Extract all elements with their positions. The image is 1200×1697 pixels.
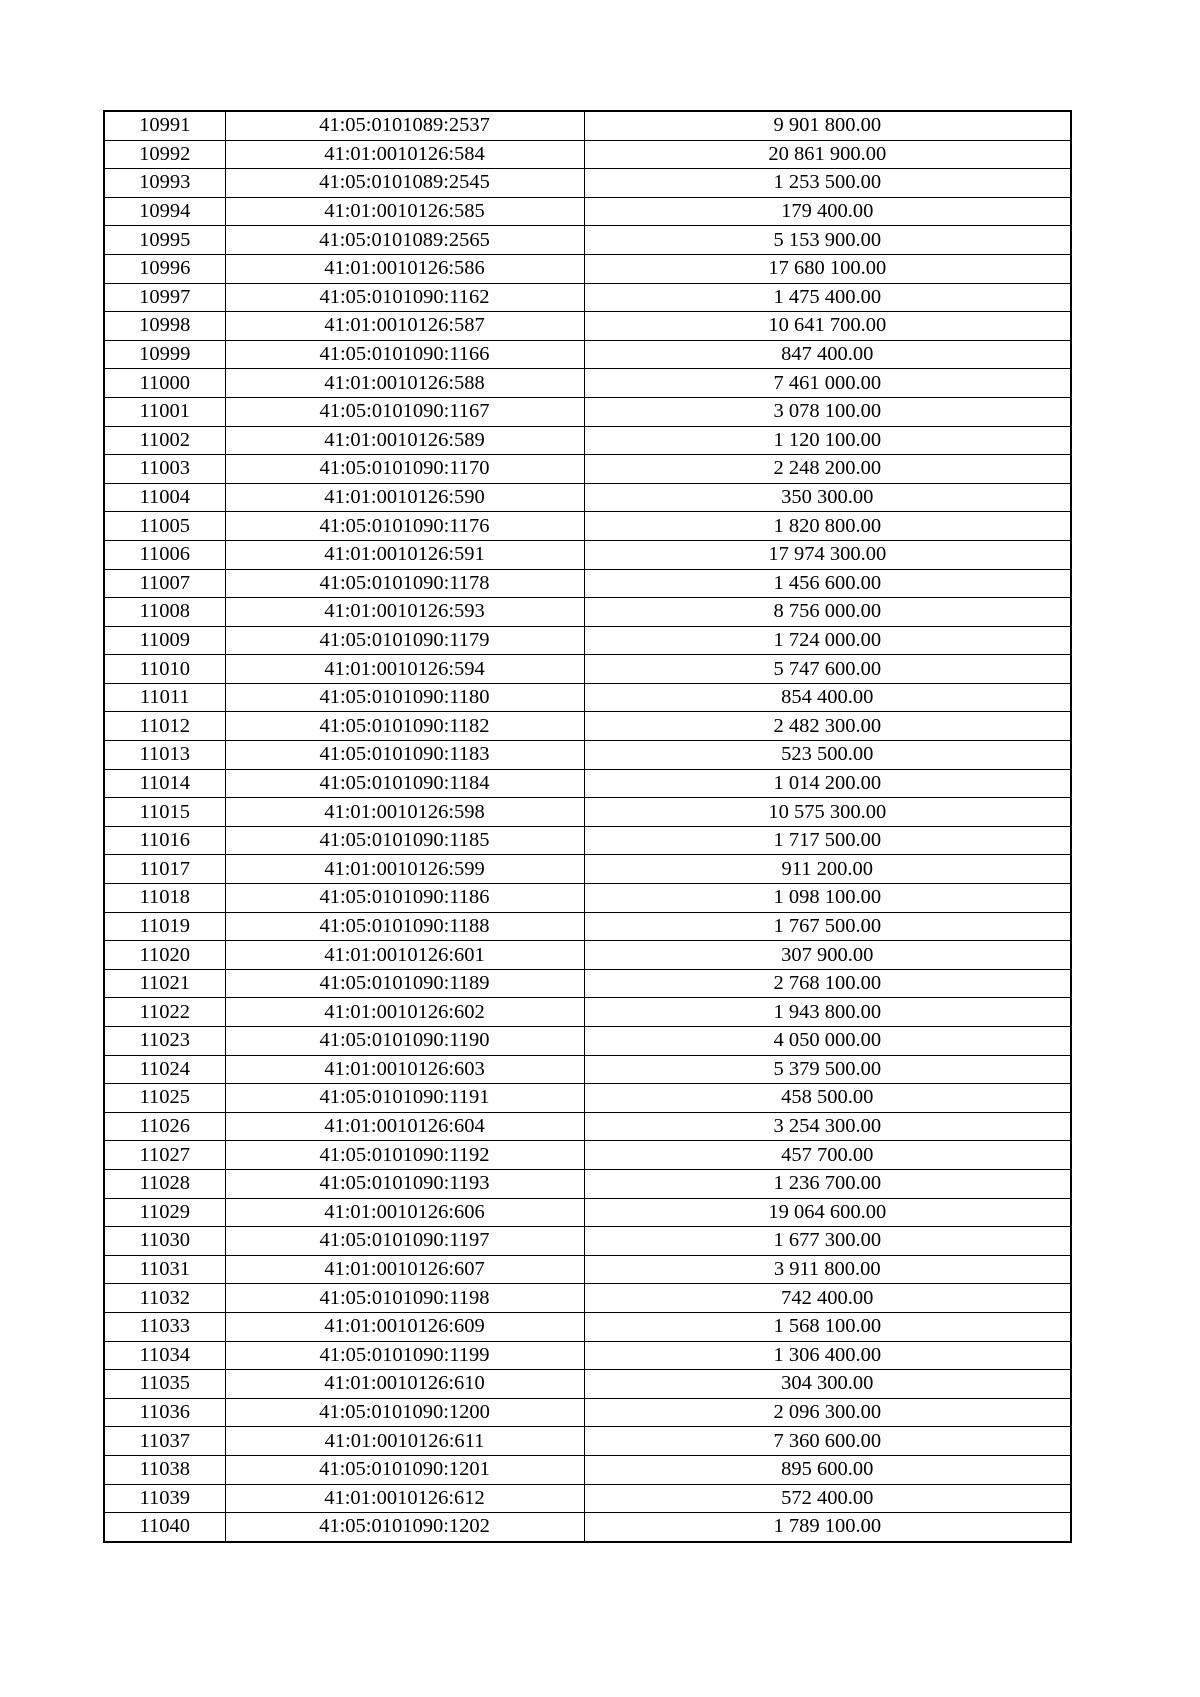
cadastral-number-cell: 41:01:0010126:599 — [225, 855, 584, 884]
cadastral-number-cell: 41:05:0101089:2565 — [225, 226, 584, 255]
row-number-cell: 11020 — [104, 941, 225, 970]
table-row — [104, 1341, 1071, 1370]
row-number-cell: 11026 — [104, 1112, 225, 1141]
cadastral-value-cell: 1 306 400.00 — [584, 1341, 1071, 1370]
table-row — [104, 140, 1071, 169]
cadastral-value-cell: 854 400.00 — [584, 683, 1071, 712]
table-row — [104, 569, 1071, 598]
row-number-cell: 10997 — [104, 283, 225, 312]
table-row — [104, 741, 1071, 770]
row-number-cell: 11033 — [104, 1312, 225, 1341]
cadastral-number-cell: 41:05:0101090:1190 — [225, 1027, 584, 1056]
table-row — [104, 169, 1071, 198]
table-row — [104, 1312, 1071, 1341]
cadastral-value-cell: 1 098 100.00 — [584, 884, 1071, 913]
cadastral-number-cell: 41:01:0010126:589 — [225, 426, 584, 455]
row-number-cell: 11010 — [104, 655, 225, 684]
row-number-cell: 11030 — [104, 1227, 225, 1256]
cadastral-value-cell: 1 767 500.00 — [584, 912, 1071, 941]
table-row — [104, 884, 1071, 913]
table-row — [104, 969, 1071, 998]
row-number-cell: 10993 — [104, 169, 225, 198]
row-number-cell: 11031 — [104, 1255, 225, 1284]
row-number-cell: 11018 — [104, 884, 225, 913]
row-number-cell: 11002 — [104, 426, 225, 455]
cadastral-number-cell: 41:05:0101090:1188 — [225, 912, 584, 941]
cadastral-value-cell: 17 680 100.00 — [584, 254, 1071, 283]
table-row — [104, 426, 1071, 455]
table-row — [104, 855, 1071, 884]
cadastral-number-cell: 41:05:0101089:2545 — [225, 169, 584, 198]
table-row — [104, 254, 1071, 283]
table-row — [104, 798, 1071, 827]
row-number-cell: 10992 — [104, 140, 225, 169]
cadastral-number-cell: 41:01:0010126:590 — [225, 483, 584, 512]
row-number-cell: 11004 — [104, 483, 225, 512]
table-row — [104, 1169, 1071, 1198]
cadastral-value-cell: 457 700.00 — [584, 1141, 1071, 1170]
cadastral-number-cell: 41:05:0101090:1180 — [225, 683, 584, 712]
cadastral-number-cell: 41:01:0010126:607 — [225, 1255, 584, 1284]
cadastral-value-cell: 7 360 600.00 — [584, 1427, 1071, 1456]
row-number-cell: 11019 — [104, 912, 225, 941]
cadastral-number-cell: 41:01:0010126:606 — [225, 1198, 584, 1227]
cadastral-number-cell: 41:01:0010126:598 — [225, 798, 584, 827]
cadastral-number-cell: 41:05:0101090:1200 — [225, 1398, 584, 1427]
row-number-cell: 11017 — [104, 855, 225, 884]
table-row — [104, 826, 1071, 855]
cadastral-value-cell: 8 756 000.00 — [584, 598, 1071, 627]
cadastral-value-cell: 1 568 100.00 — [584, 1312, 1071, 1341]
cadastral-number-cell: 41:01:0010126:609 — [225, 1312, 584, 1341]
row-number-cell: 11037 — [104, 1427, 225, 1456]
table-row — [104, 312, 1071, 341]
cadastral-number-cell: 41:05:0101090:1191 — [225, 1084, 584, 1113]
table-row — [104, 1084, 1071, 1113]
cadastral-value-cell: 5 379 500.00 — [584, 1055, 1071, 1084]
cadastral-number-cell: 41:05:0101090:1166 — [225, 340, 584, 369]
table-row — [104, 712, 1071, 741]
table-row — [104, 1227, 1071, 1256]
row-number-cell: 11035 — [104, 1370, 225, 1399]
cadastral-number-cell: 41:01:0010126:584 — [225, 140, 584, 169]
cadastral-number-cell: 41:05:0101090:1198 — [225, 1284, 584, 1313]
cadastral-value-cell: 17 974 300.00 — [584, 540, 1071, 569]
table-row — [104, 340, 1071, 369]
row-number-cell: 10999 — [104, 340, 225, 369]
cadastral-number-cell: 41:01:0010126:611 — [225, 1427, 584, 1456]
cadastral-number-cell: 41:01:0010126:601 — [225, 941, 584, 970]
cadastral-number-cell: 41:05:0101090:1178 — [225, 569, 584, 598]
cadastral-number-cell: 41:05:0101090:1182 — [225, 712, 584, 741]
row-number-cell: 11000 — [104, 369, 225, 398]
row-number-cell: 11032 — [104, 1284, 225, 1313]
row-number-cell: 10994 — [104, 197, 225, 226]
table-row — [104, 1484, 1071, 1513]
cadastral-number-cell: 41:01:0010126:612 — [225, 1484, 584, 1513]
cadastral-value-cell: 742 400.00 — [584, 1284, 1071, 1313]
cadastral-number-cell: 41:01:0010126:585 — [225, 197, 584, 226]
cadastral-value-cell: 179 400.00 — [584, 197, 1071, 226]
row-number-cell: 11006 — [104, 540, 225, 569]
table-row — [104, 226, 1071, 255]
table-row — [104, 397, 1071, 426]
cadastral-number-cell: 41:05:0101090:1176 — [225, 512, 584, 541]
cadastral-number-cell: 41:01:0010126:594 — [225, 655, 584, 684]
cadastral-value-cell: 2 482 300.00 — [584, 712, 1071, 741]
row-number-cell: 10996 — [104, 254, 225, 283]
table-row — [104, 941, 1071, 970]
cadastral-value-cell: 3 078 100.00 — [584, 397, 1071, 426]
cadastral-number-cell: 41:05:0101090:1189 — [225, 969, 584, 998]
cadastral-number-cell: 41:05:0101090:1193 — [225, 1169, 584, 1198]
cadastral-value-cell: 895 600.00 — [584, 1455, 1071, 1484]
cadastral-value-cell: 3 254 300.00 — [584, 1112, 1071, 1141]
cadastral-number-cell: 41:01:0010126:604 — [225, 1112, 584, 1141]
cadastral-value-cell: 1 789 100.00 — [584, 1513, 1071, 1542]
cadastral-value-cell: 572 400.00 — [584, 1484, 1071, 1513]
cadastral-number-cell: 41:05:0101090:1183 — [225, 741, 584, 770]
row-number-cell: 11001 — [104, 397, 225, 426]
cadastral-number-cell: 41:01:0010126:610 — [225, 1370, 584, 1399]
cadastral-value-cell: 1 475 400.00 — [584, 283, 1071, 312]
row-number-cell: 11039 — [104, 1484, 225, 1513]
table-row — [104, 1370, 1071, 1399]
row-number-cell: 11038 — [104, 1455, 225, 1484]
cadastral-number-cell: 41:05:0101090:1199 — [225, 1341, 584, 1370]
cadastral-number-cell: 41:01:0010126:591 — [225, 540, 584, 569]
row-number-cell: 11029 — [104, 1198, 225, 1227]
cadastral-value-cell: 1 014 200.00 — [584, 769, 1071, 798]
row-number-cell: 11009 — [104, 626, 225, 655]
table-row — [104, 283, 1071, 312]
row-number-cell: 11040 — [104, 1513, 225, 1542]
table-row — [104, 483, 1071, 512]
cadastral-value-cell: 1 677 300.00 — [584, 1227, 1071, 1256]
cadastral-number-cell: 41:05:0101090:1185 — [225, 826, 584, 855]
cadastral-number-cell: 41:05:0101090:1201 — [225, 1455, 584, 1484]
cadastral-number-cell: 41:01:0010126:602 — [225, 998, 584, 1027]
cadastral-value-cell: 1 820 800.00 — [584, 512, 1071, 541]
row-number-cell: 10998 — [104, 312, 225, 341]
table-row — [104, 1027, 1071, 1056]
table-row — [104, 1284, 1071, 1313]
cadastral-value-cell: 5 153 900.00 — [584, 226, 1071, 255]
row-number-cell: 11015 — [104, 798, 225, 827]
table-row — [104, 1455, 1071, 1484]
cadastral-value-cell: 1 943 800.00 — [584, 998, 1071, 1027]
cadastral-value-cell: 5 747 600.00 — [584, 655, 1071, 684]
table-row — [104, 912, 1071, 941]
table-row — [104, 455, 1071, 484]
cadastral-value-cell: 847 400.00 — [584, 340, 1071, 369]
table-row — [104, 1513, 1071, 1542]
cadastral-number-cell: 41:05:0101090:1192 — [225, 1141, 584, 1170]
cadastral-value-cell: 350 300.00 — [584, 483, 1071, 512]
cadastral-value-cell: 20 861 900.00 — [584, 140, 1071, 169]
cadastral-number-cell: 41:05:0101090:1184 — [225, 769, 584, 798]
cadastral-value-table — [103, 110, 1072, 1543]
row-number-cell: 11016 — [104, 826, 225, 855]
cadastral-number-cell: 41:01:0010126:586 — [225, 254, 584, 283]
table-row — [104, 1427, 1071, 1456]
row-number-cell: 11023 — [104, 1027, 225, 1056]
cadastral-value-cell: 304 300.00 — [584, 1370, 1071, 1399]
cadastral-value-cell: 1 724 000.00 — [584, 626, 1071, 655]
cadastral-value-cell: 1 717 500.00 — [584, 826, 1071, 855]
row-number-cell: 11025 — [104, 1084, 225, 1113]
cadastral-number-cell: 41:05:0101090:1167 — [225, 397, 584, 426]
table-body — [104, 111, 1071, 1542]
row-number-cell: 11011 — [104, 683, 225, 712]
table-row — [104, 1255, 1071, 1284]
cadastral-value-cell: 2 096 300.00 — [584, 1398, 1071, 1427]
cadastral-number-cell: 41:05:0101090:1202 — [225, 1513, 584, 1542]
row-number-cell: 11036 — [104, 1398, 225, 1427]
table-row — [104, 197, 1071, 226]
row-number-cell: 10991 — [104, 111, 225, 140]
cadastral-value-cell: 7 461 000.00 — [584, 369, 1071, 398]
row-number-cell: 11007 — [104, 569, 225, 598]
table-row — [104, 1398, 1071, 1427]
row-number-cell: 11027 — [104, 1141, 225, 1170]
row-number-cell: 11024 — [104, 1055, 225, 1084]
table-row — [104, 512, 1071, 541]
table-row — [104, 626, 1071, 655]
table-row — [104, 1198, 1071, 1227]
cadastral-number-cell: 41:01:0010126:587 — [225, 312, 584, 341]
cadastral-number-cell: 41:05:0101090:1162 — [225, 283, 584, 312]
table-row — [104, 369, 1071, 398]
table-row — [104, 598, 1071, 627]
table-row — [104, 540, 1071, 569]
cadastral-value-cell: 1 253 500.00 — [584, 169, 1071, 198]
cadastral-value-cell: 19 064 600.00 — [584, 1198, 1071, 1227]
cadastral-value-cell: 2 768 100.00 — [584, 969, 1071, 998]
cadastral-value-cell: 523 500.00 — [584, 741, 1071, 770]
table-row — [104, 111, 1071, 140]
row-number-cell: 11005 — [104, 512, 225, 541]
cadastral-value-cell: 307 900.00 — [584, 941, 1071, 970]
cadastral-value-cell: 9 901 800.00 — [584, 111, 1071, 140]
cadastral-number-cell: 41:01:0010126:603 — [225, 1055, 584, 1084]
row-number-cell: 11021 — [104, 969, 225, 998]
cadastral-value-cell: 2 248 200.00 — [584, 455, 1071, 484]
cadastral-number-cell: 41:01:0010126:588 — [225, 369, 584, 398]
cadastral-value-cell: 911 200.00 — [584, 855, 1071, 884]
row-number-cell: 11003 — [104, 455, 225, 484]
row-number-cell: 11013 — [104, 741, 225, 770]
cadastral-value-cell: 1 456 600.00 — [584, 569, 1071, 598]
cadastral-value-cell: 1 120 100.00 — [584, 426, 1071, 455]
cadastral-number-cell: 41:05:0101089:2537 — [225, 111, 584, 140]
table-row — [104, 769, 1071, 798]
cadastral-number-cell: 41:05:0101090:1179 — [225, 626, 584, 655]
row-number-cell: 11028 — [104, 1169, 225, 1198]
table-row — [104, 683, 1071, 712]
cadastral-value-cell: 3 911 800.00 — [584, 1255, 1071, 1284]
table-row — [104, 998, 1071, 1027]
cadastral-value-cell: 1 236 700.00 — [584, 1169, 1071, 1198]
row-number-cell: 11034 — [104, 1341, 225, 1370]
table-row — [104, 1055, 1071, 1084]
row-number-cell: 10995 — [104, 226, 225, 255]
table-row — [104, 655, 1071, 684]
cadastral-number-cell: 41:01:0010126:593 — [225, 598, 584, 627]
row-number-cell: 11014 — [104, 769, 225, 798]
cadastral-value-cell: 10 641 700.00 — [584, 312, 1071, 341]
row-number-cell: 11008 — [104, 598, 225, 627]
cadastral-number-cell: 41:05:0101090:1186 — [225, 884, 584, 913]
cadastral-value-cell: 458 500.00 — [584, 1084, 1071, 1113]
cadastral-value-cell: 10 575 300.00 — [584, 798, 1071, 827]
cadastral-value-cell: 4 050 000.00 — [584, 1027, 1071, 1056]
row-number-cell: 11022 — [104, 998, 225, 1027]
table-row — [104, 1112, 1071, 1141]
cadastral-number-cell: 41:05:0101090:1170 — [225, 455, 584, 484]
cadastral-number-cell: 41:05:0101090:1197 — [225, 1227, 584, 1256]
table-row — [104, 1141, 1071, 1170]
row-number-cell: 11012 — [104, 712, 225, 741]
